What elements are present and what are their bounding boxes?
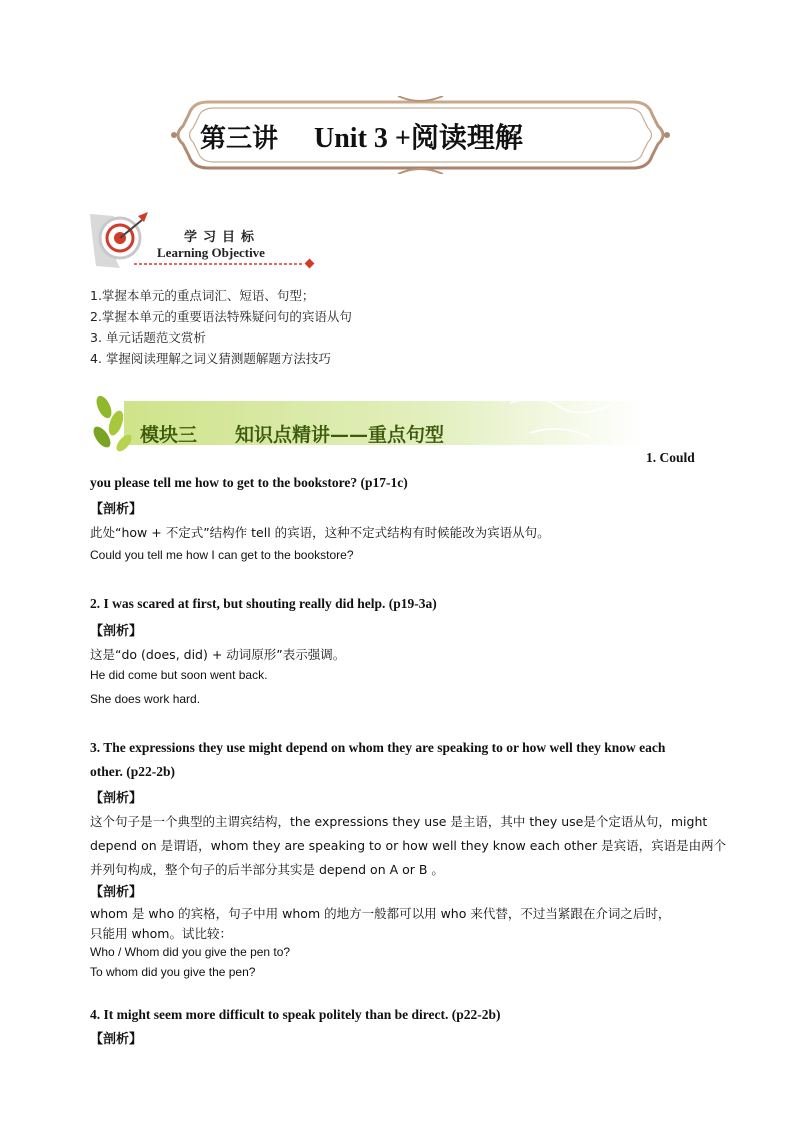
item1-explanation: 此处“how + 不定式”结构作 tell 的宾语，这种不定式结构有时候能改为宾语从句。 [90,525,550,540]
objective-cn-label: 学习目标 [184,230,261,245]
module-label: 模块三 [140,424,198,446]
objectives-list [90,285,352,369]
item2-example: She does work hard. [90,692,201,706]
item4-sentence: 4. It might seem more difficult to speak politely than be direct. (p22-2b) [90,1007,501,1022]
lesson-label: 第三讲 [200,124,279,154]
analysis-tag: 【剖析】 [90,624,143,639]
item1-number: 1. Could [646,450,695,465]
objective-item: 4. 掌握阅读理解之词义猜测题解题方法技巧 [90,351,331,366]
module-title: 知识点精讲——重点句型 [235,424,445,446]
item3-explanation: whom 是 who 的宾格，句子中用 whom 的地方一般都可以用 who 来代替，不过当紧跟在介词之后时， [90,906,671,921]
objective-item: 1.掌握本单元的重点词汇、短语、句型； [90,288,315,303]
analysis-tag: 【剖析】 [90,791,143,806]
objective-item: 2.掌握本单元的重要语法特殊疑问句的宾语从句 [90,309,352,324]
item3-explanation: depend on 是谓语，whom they are speaking to or how well they know each other 是宾语，宾语是由两个 [90,838,727,853]
page-title [200,116,620,156]
objective-en-label: Learning Objective [157,245,265,260]
item3-explanation: 这个句子是一个典型的主谓宾结构，the expressions they use 是主语，其中 they use是个定语从句，might [90,814,708,829]
analysis-tag: 【剖析】 [90,1032,143,1047]
module-heading [140,420,444,447]
item3-explanation: 只能用 whom。试比较： [90,926,232,941]
item3-explanation: 并列句构成，整个句子的后半部分其实是 depend on A or B 。 [90,862,444,877]
item3-sentence-cont: other. (p22-2b) [90,764,176,779]
objective-item: 3. 单元话题范文赏析 [90,330,206,345]
analysis-tag: 【剖析】 [90,502,143,517]
unit-label: Unit 3 +阅读理解 [314,123,523,154]
item2-sentence: 2. I was scared at first, but shouting really did help. (p19-3a) [90,596,437,611]
item1-sentence: you please tell me how to get to the bookstore? (p17-1c) [90,475,408,490]
item3-example: To whom did you give the pen? [90,965,256,979]
item2-example: He did come but soon went back. [90,668,268,682]
item2-explanation: 这是“do (does, did) + 动词原形”表示强调。 [90,647,346,662]
item3-example: Who / Whom did you give the pen to? [90,945,291,959]
item1-example: Could you tell me how I can get to the bookstore? [90,548,354,562]
item3-sentence: 3. The expressions they use might depend on whom they are speaking to or how well they know each [90,740,666,755]
analysis-tag: 【剖析】 [90,885,143,900]
